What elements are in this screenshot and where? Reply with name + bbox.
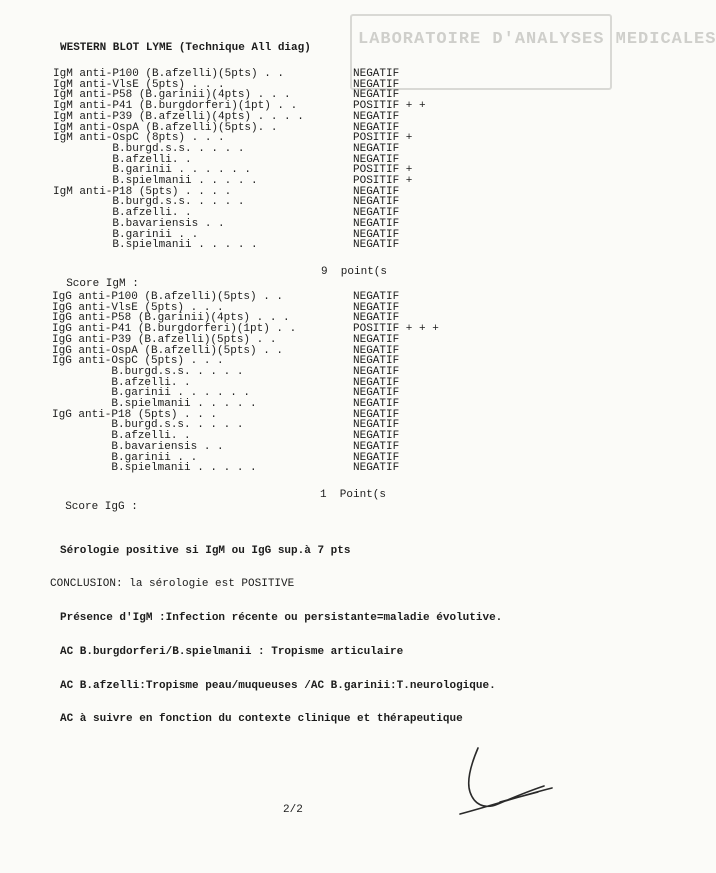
- result-value: NEGATIF: [353, 217, 400, 230]
- antigen-label: IgM anti-P41 (B.burgdorferi)(1pt) . .: [53, 100, 298, 113]
- igg-score: [52, 489, 387, 525]
- igg-score-value: 1 Point(s: [320, 489, 387, 501]
- signature: [440, 740, 560, 825]
- result-value: NEGATIF: [353, 291, 400, 303]
- remark-follow-up: AC à suivre en fonction du contexte clinique et thérapeutique: [60, 713, 463, 725]
- remark-skin-neuro: AC B.afzelli:Tropisme peau/muqueuses /AC B.garinii:T.neurologique.: [60, 680, 496, 692]
- result-value: NEGATIF: [353, 365, 400, 378]
- antigen-label: B.garinii . .: [53, 228, 199, 241]
- result-value: NEGATIF: [353, 462, 400, 475]
- conclusion: CONCLUSION: la sérologie est POSITIVE: [50, 578, 295, 590]
- antigen-label: B.burgd.s.s. . . . .: [52, 419, 244, 432]
- antigen-label: IgG anti-P41 (B.burgdorferi)(1pt) . .: [52, 323, 297, 336]
- result-value: NEGATIF: [353, 408, 400, 421]
- result-value: NEGATIF: [353, 344, 400, 357]
- remark-articular: AC B.burgdorferi/B.spielmanii : Tropisme articulaire: [60, 646, 404, 658]
- antigen-label: B.afzelli. .: [52, 430, 191, 443]
- result-value: NEGATIF: [353, 312, 400, 325]
- result-value: POSITIF +: [353, 175, 413, 187]
- result-value: NEGATIF: [353, 419, 400, 432]
- letterhead-show-through: LABORATOIRE D'ANALYSES MEDICALES: [358, 30, 716, 49]
- result-value: NEGATIF: [353, 185, 400, 198]
- antigen-label: IgM anti-P58 (B.garinii)(4pts) . . .: [53, 89, 291, 102]
- remark-igm-presence: Présence d'IgM :Infection récente ou persistante=maladie évolutive.: [60, 612, 503, 624]
- result-value: NEGATIF: [353, 355, 400, 368]
- antigen-label: B.afzelli. .: [52, 376, 191, 389]
- antigen-label: IgM anti-OspC (8pts) . . .: [53, 132, 225, 145]
- antigen-label: B.burgd.s.s. . . . .: [52, 365, 244, 378]
- antigen-label: B.garinii . . . . . .: [53, 164, 252, 177]
- igm-score-value: 9 point(s: [321, 266, 388, 278]
- result-value: NEGATIF: [353, 430, 400, 443]
- antigen-label: IgM anti-P18 (5pts) . . . .: [53, 185, 232, 198]
- result-value: NEGATIF: [353, 398, 400, 410]
- antigen-label: B.bavariensis . .: [53, 217, 225, 230]
- antigen-label: B.spielmanii . . . . .: [53, 175, 258, 187]
- result-value: NEGATIF: [353, 153, 400, 166]
- antigen-label: B.burgd.s.s. . . . .: [53, 196, 245, 209]
- antigen-label: IgM anti-P100 (B.afzelli)(5pts) . .: [53, 68, 285, 80]
- antigen-label: B.bavariensis . .: [52, 440, 224, 453]
- result-value: NEGATIF: [353, 387, 400, 400]
- result-value: NEGATIF: [353, 451, 400, 464]
- antigen-label: B.garinii . .: [52, 451, 198, 464]
- result-value: NEGATIF: [353, 196, 400, 209]
- result-value: NEGATIF: [353, 301, 400, 314]
- result-value: POSITIF + +: [353, 100, 426, 113]
- result-value: NEGATIF: [353, 68, 400, 80]
- positivity-criterion: Sérologie positive si IgM ou IgG sup.à 7 pts: [60, 545, 351, 557]
- antigen-label: IgG anti-VlsE (5pts) . . .: [52, 301, 224, 314]
- antigen-label: B.burgd.s.s. . . . .: [53, 142, 245, 155]
- result-value: NEGATIF: [353, 228, 400, 241]
- page-number: 2/2: [283, 804, 303, 816]
- result-value: NEGATIF: [353, 207, 400, 220]
- result-value: NEGATIF: [353, 110, 400, 123]
- igg-score-label: Score IgG :: [65, 501, 138, 513]
- antigen-label: B.garinii . . . . . .: [52, 387, 251, 400]
- igm-score-label: Score IgM :: [66, 278, 139, 290]
- antigen-label: IgG anti-P18 (5pts) . . .: [52, 408, 218, 421]
- antigen-label: IgG anti-P100 (B.afzelli)(5pts) . .: [52, 291, 284, 303]
- antigen-label: IgG anti-P39 (B.afzelli)(5pts) . .: [52, 333, 277, 346]
- igg-result-row: [0, 463, 633, 474]
- result-value: NEGATIF: [353, 89, 400, 102]
- antigen-label: IgG anti-OspC (5pts) . . .: [52, 355, 224, 368]
- antigen-label: B.afzelli. .: [53, 207, 192, 220]
- report-title: WESTERN BLOT LYME (Technique All diag): [60, 42, 311, 54]
- result-value: NEGATIF: [353, 333, 400, 346]
- antigen-label: B.afzelli. .: [53, 153, 192, 166]
- result-value: NEGATIF: [353, 121, 400, 134]
- antigen-label: IgG anti-P58 (B.garinii)(4pts) . . .: [52, 312, 290, 325]
- result-value: POSITIF +: [353, 164, 413, 177]
- antigen-label: B.spielmanii . . . . .: [53, 239, 258, 252]
- result-value: NEGATIF: [353, 239, 400, 252]
- antigen-label: IgM anti-OspA (B.afzelli)(5pts). .: [53, 121, 278, 134]
- antigen-label: IgG anti-OspA (B.afzelli)(5pts) . .: [52, 344, 284, 357]
- antigen-label: B.spielmanii . . . . .: [52, 462, 257, 475]
- antigen-label: B.spielmanii . . . . .: [52, 398, 257, 410]
- result-value: NEGATIF: [353, 376, 400, 389]
- result-value: NEGATIF: [353, 142, 400, 155]
- result-value: NEGATIF: [353, 440, 400, 453]
- antigen-label: IgM anti-VlsE (5pts) . . .: [53, 78, 225, 91]
- result-value: POSITIF + + +: [353, 323, 439, 336]
- result-value: NEGATIF: [353, 78, 400, 91]
- antigen-label: IgM anti-P39 (B.afzelli)(4pts) . . . .: [53, 110, 304, 123]
- result-value: POSITIF +: [353, 132, 413, 145]
